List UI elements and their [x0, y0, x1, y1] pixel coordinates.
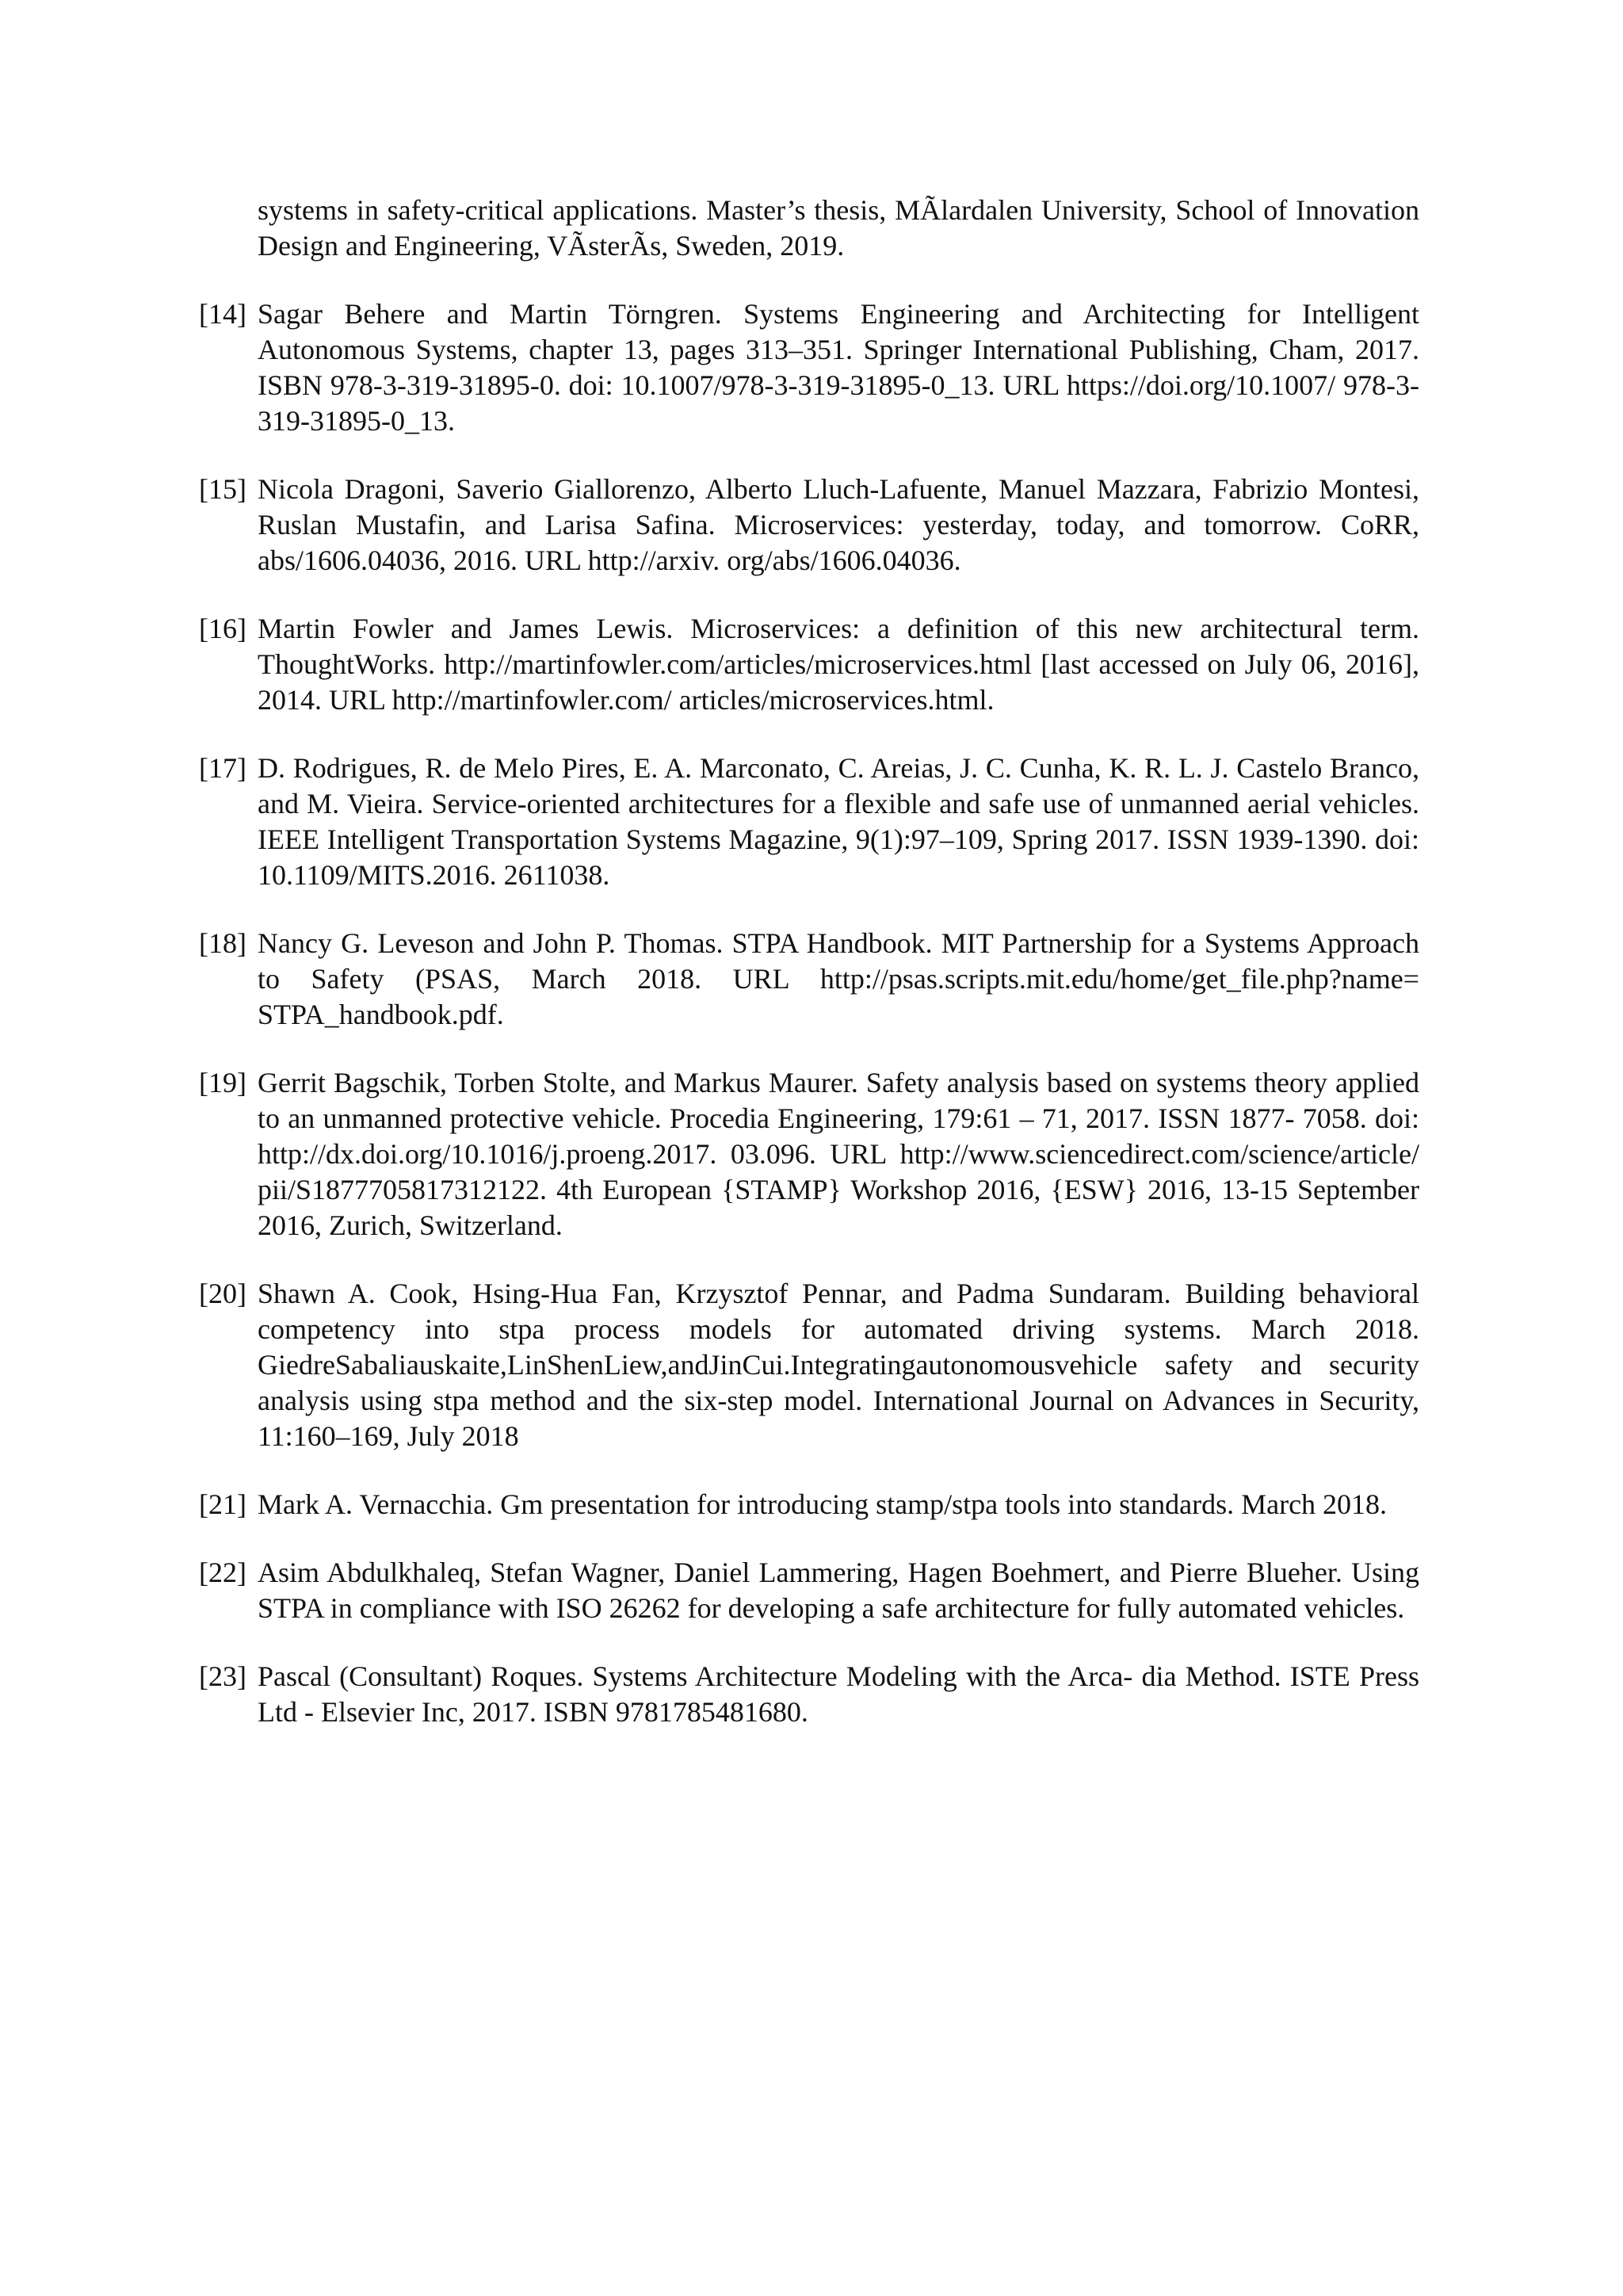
reference-item-20	[199, 1276, 1419, 1454]
reference-number: [22]	[199, 1557, 246, 1588]
reference-text: D. Rodrigues, R. de Melo Pires, E. A. Marconato, C. Areias, J. C. Cunha, K. R. L. J. Castelo Branco, and M. Vieira. Service-oriented architectures for a flexible and safe use of unmanned aerial vehicles. IEEE Intelligent Transportation Systems Magazine, 9(1):97–109, Spring 2017. ISSN 1939-1390. doi: 10.1109/MITS.2016. 2611038.	[258, 752, 1419, 891]
reference-number: [19]	[199, 1067, 246, 1098]
reference-item-14	[199, 296, 1419, 439]
reference-number: [20]	[199, 1278, 246, 1309]
reference-text: systems in safety-critical applications. Master’s thesis, MÃlardalen University, School of Innovation Design and Engineering, VÃsterÃs, Sweden, 2019.	[258, 194, 1419, 262]
reference-text: Shawn A. Cook, Hsing-Hua Fan, Krzysztof Pennar, and Padma Sundaram. Building behavioral competency into stpa process models for automated driving systems. March 2018. GiedreSabaliauskaite,LinShenLiew,andJinCui.Integratingautonomousvehicle safety and security analysis using stpa method and the six-step model. International Journal on Advances in Security, 11:160–169, July 2018	[258, 1278, 1419, 1452]
reference-text: Nicola Dragoni, Saverio Giallorenzo, Alberto Lluch-Lafuente, Manuel Mazzara, Fabrizio Montesi, Ruslan Mustafin, and Larisa Safina. Microservices: yesterday, today, and tomorrow. CoRR, abs/1606.04036, 2016. URL http://arxiv. org/abs/1606.04036.	[258, 473, 1419, 576]
reference-text: Sagar Behere and Martin Törngren. Systems Engineering and Architecting for Intelligent Autonomous Systems, chapter 13, pages 313–351. Springer International Publishing, Cham, 2017. ISBN 978-3-319-31895-0. doi: 10.1007/978-3-319-31895-0_13. URL https://doi.org/10.1007/ 978-3-319-31895-0_13.	[258, 298, 1419, 437]
reference-number: [23]	[199, 1660, 246, 1692]
reference-item-18	[199, 926, 1419, 1033]
reference-text: Nancy G. Leveson and John P. Thomas. STPA Handbook. MIT Partnership for a Systems Approach to Safety (PSAS, March 2018. URL http://psas.scripts.mit.edu/home/get_file.php?name= STPA_handbook.pdf.	[258, 927, 1419, 1030]
reference-list	[199, 193, 1419, 1763]
reference-number: [14]	[199, 298, 246, 330]
reference-text: Gerrit Bagschik, Torben Stolte, and Markus Maurer. Safety analysis based on systems theory applied to an unmanned protective vehicle. Procedia Engineering, 179:61 – 71, 2017. ISSN 1877- 7058. doi: http://dx.doi.org/10.1016/j.proeng.2017. 03.096. URL http://www.sciencedirect.com/science/article/ pii/S1877705817312122. 4th European {STAMP} Workshop 2016, {ESW} 2016, 13-15 September 2016, Zurich, Switzerland.	[258, 1067, 1419, 1241]
reference-number: [16]	[199, 613, 246, 644]
reference-number: [17]	[199, 752, 246, 784]
reference-item-15	[199, 472, 1419, 579]
reference-item-13-continued	[199, 193, 1419, 264]
reference-text: Asim Abdulkhaleq, Stefan Wagner, Daniel Lammering, Hagen Boehmert, and Pierre Blueher. Using STPA in compliance with ISO 26262 for developing a safe architecture for fully automated vehicles.	[258, 1557, 1419, 1624]
reference-number: [21]	[199, 1488, 246, 1520]
reference-text: Martin Fowler and James Lewis. Microservices: a definition of this new architectural term. ThoughtWorks. http://martinfowler.com/articles/microservices.html [last accessed on July 06, 2016], 2014. URL http://martinfowler.com/ articles/microservices.html.	[258, 613, 1419, 716]
reference-item-23	[199, 1659, 1419, 1730]
reference-number: [15]	[199, 473, 246, 505]
reference-text: Pascal (Consultant) Roques. Systems Architecture Modeling with the Arca- dia Method. ISTE Press Ltd - Elsevier Inc, 2017. ISBN 9781785481680.	[258, 1660, 1419, 1728]
reference-item-22	[199, 1555, 1419, 1626]
reference-item-16	[199, 611, 1419, 718]
reference-item-17	[199, 751, 1419, 893]
reference-item-21	[199, 1487, 1419, 1522]
reference-item-19	[199, 1065, 1419, 1244]
reference-number: [18]	[199, 927, 246, 959]
reference-text: Mark A. Vernacchia. Gm presentation for introducing stamp/stpa tools into standards. March 2018.	[258, 1488, 1388, 1520]
